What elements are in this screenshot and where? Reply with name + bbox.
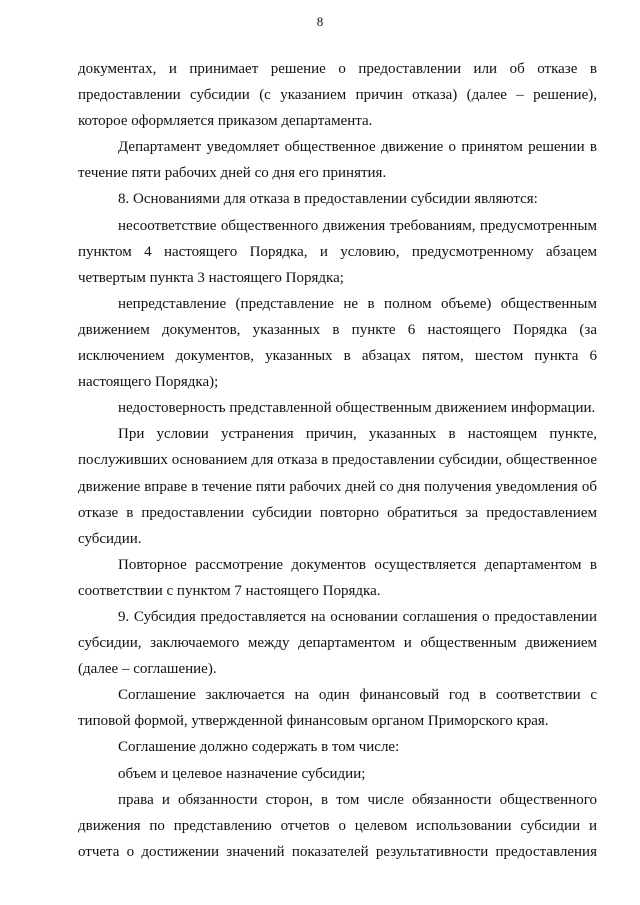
document-body: [78, 56, 597, 865]
paragraph-agreement-contents: Соглашение должно содержать в том числе:: [118, 739, 400, 756]
paragraph-reconsideration: Повторное рассмотрение документов осуществляется департаментом в соответствии с пунктом 7 настоящего Порядка.: [78, 556, 597, 599]
paragraph-subsidy-volume: объем и целевое назначение субсидии;: [118, 765, 366, 782]
paragraph-decision-continued: документах, и принимает решение о предоставлении или об отказе в предоставлении субсидии (с указанием причин отказа) (далее – решение), которое оформляется приказом департамента.: [78, 61, 597, 130]
paragraph-refusal-ground-inaccuracy: недостоверность представленной общественным движением информации.: [118, 400, 596, 417]
paragraph-item-8-heading: 8. Основаниями для отказа в предоставлении субсидии являются:: [118, 191, 538, 208]
paragraph-rights-obligations: права и обязанности сторон, в том числе обязанности общественного движения по представлению отчетов о целевом использовании субсидии и отчета о достижении значений показателей результативности предоставления: [78, 791, 597, 860]
paragraph-reapplication: При условии устранения причин, указанных в настоящем пункте, послуживших основанием для отказа в предоставлении субсидии, общественное движение вправе в течение пяти рабочих дней со дня получения уведомления об отказе в предоставлении субсидии повторно обратиться за предоставлением субсидии.: [78, 426, 597, 547]
paragraph-refusal-ground-nonsubmission: непредставление (представление не в полном объеме) общественным движением документов, указанных в пункте 6 настоящего Порядка (за исключением документов, указанных в абзацах пятом, шестом пункта 6 настоящего Порядка);: [78, 295, 597, 391]
paragraph-notification: Департамент уведомляет общественное движение о принятом решении в течение пяти рабочих дней со дня его принятия.: [78, 139, 597, 182]
paragraph-item-9-agreement: 9. Субсидия предоставляется на основании соглашения о предоставлении субсидии, заключаемого между департаментом и общественным движением (далее – соглашение).: [78, 608, 597, 678]
paragraph-refusal-ground-nonconformity: несоответствие общественного движения требованиям, предусмотренным пунктом 4 настоящего Порядка, и условию, предусмотренному абзацем четвертым пункта 3 настоящего Порядка;: [78, 217, 597, 286]
paragraph-agreement-term: Соглашение заключается на один финансовый год в соответствии с типовой формой, утвержденной финансовым органом Приморского края.: [78, 687, 597, 730]
page-number: 8: [316, 14, 324, 29]
